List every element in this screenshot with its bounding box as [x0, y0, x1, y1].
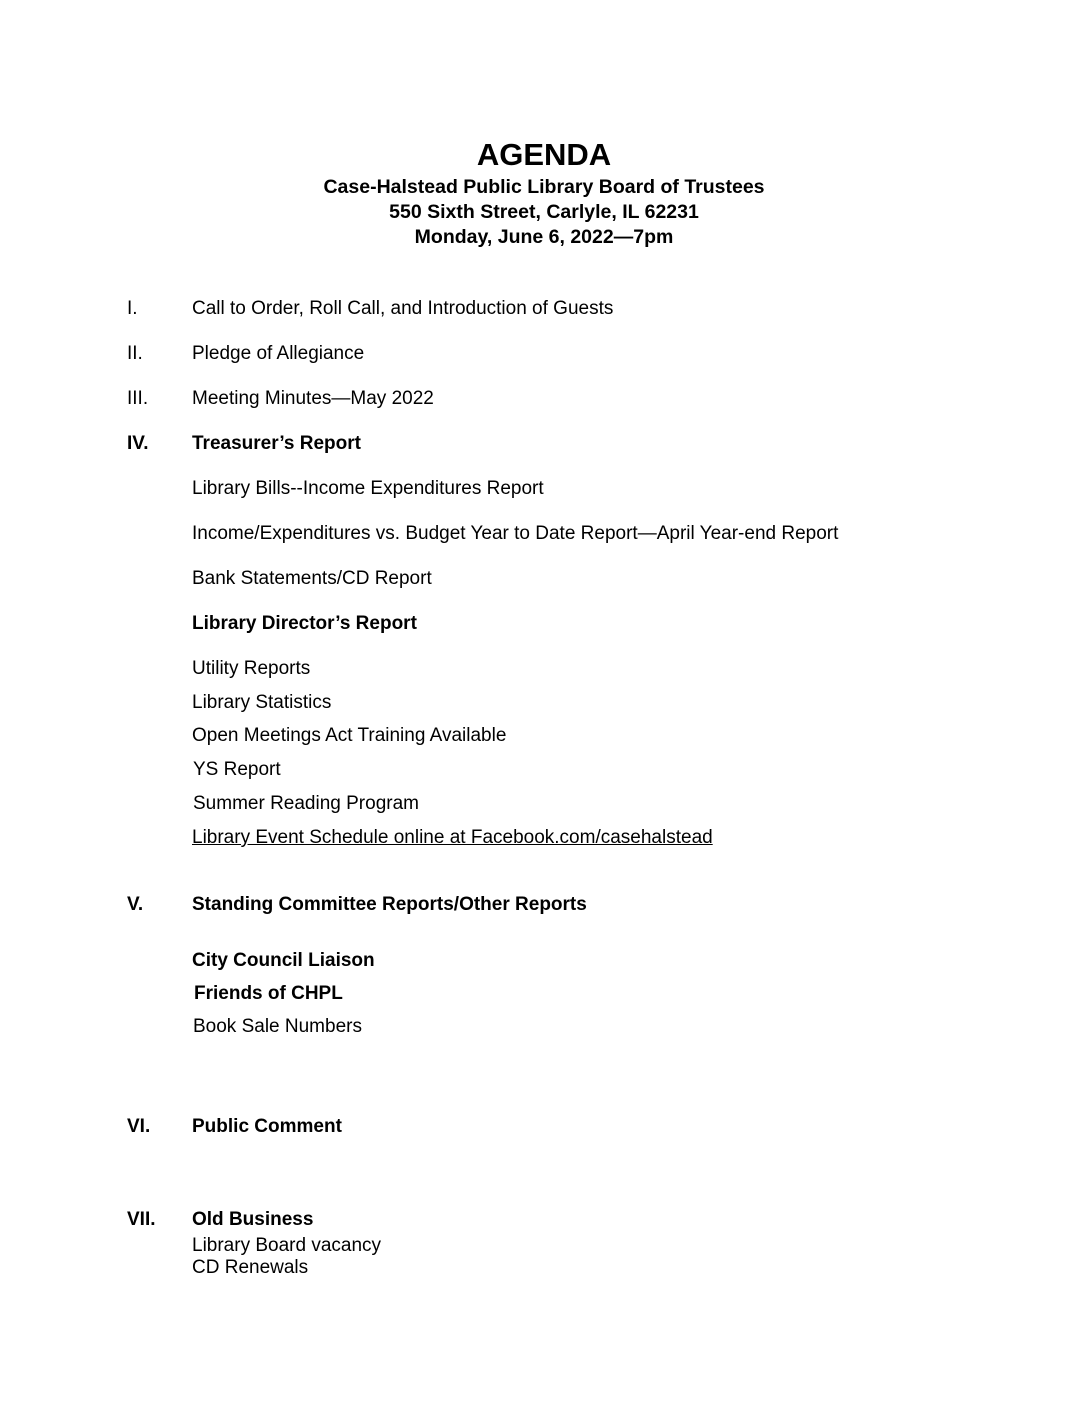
item-number-iii: III.: [127, 388, 149, 409]
item-call-to-order: Call to Order, Roll Call, and Introduction of Guests: [192, 298, 614, 319]
item-public-comment: Public Comment: [192, 1116, 342, 1137]
address: 550 Sixth Street, Carlyle, IL 62231: [389, 201, 699, 223]
item-number-i: I.: [127, 298, 138, 319]
item-number-iv: IV.: [127, 433, 149, 454]
sub-item-open-meetings: Open Meetings Act Training Available: [192, 725, 507, 746]
event-schedule-link[interactable]: Library Event Schedule online at Facebook.com/casehalstead: [192, 827, 713, 848]
item-old-business: Old Business: [192, 1209, 314, 1230]
meeting-date-time: Monday, June 6, 2022—7pm: [414, 226, 674, 248]
item-pledge: Pledge of Allegiance: [192, 343, 365, 364]
sub-item-library-bills: Library Bills--Income Expenditures Report: [192, 478, 544, 499]
item-meeting-minutes: Meeting Minutes—May 2022: [192, 388, 434, 409]
sub-item-summer-reading: Summer Reading Program: [193, 793, 419, 814]
sub-item-board-vacancy: Library Board vacancy: [192, 1235, 382, 1256]
sub-item-bank-statements: Bank Statements/CD Report: [192, 568, 432, 589]
item-number-ii: II.: [127, 343, 143, 364]
item-directors-report: Library Director’s Report: [192, 613, 417, 634]
page-title: AGENDA: [476, 137, 612, 172]
sub-item-utility-reports: Utility Reports: [192, 658, 311, 679]
sub-item-friends-chpl: Friends of CHPL: [194, 983, 343, 1004]
sub-item-city-council: City Council Liaison: [192, 950, 375, 971]
sub-item-book-sale: Book Sale Numbers: [193, 1016, 362, 1037]
item-treasurers-report: Treasurer’s Report: [192, 433, 361, 454]
item-number-vii: VII.: [127, 1209, 156, 1230]
sub-item-cd-renewals: CD Renewals: [192, 1257, 309, 1278]
item-number-v: V.: [127, 894, 144, 915]
item-standing-committee: Standing Committee Reports/Other Reports: [192, 894, 587, 915]
sub-item-ys-report: YS Report: [193, 759, 281, 780]
sub-item-income-expenditures: Income/Expenditures vs. Budget Year to Date Report—April Year-end Report: [192, 523, 839, 544]
item-number-vi: VI.: [127, 1116, 151, 1137]
organization-name: Case-Halstead Public Library Board of Trustees: [323, 176, 765, 198]
sub-item-library-statistics: Library Statistics: [192, 692, 332, 713]
